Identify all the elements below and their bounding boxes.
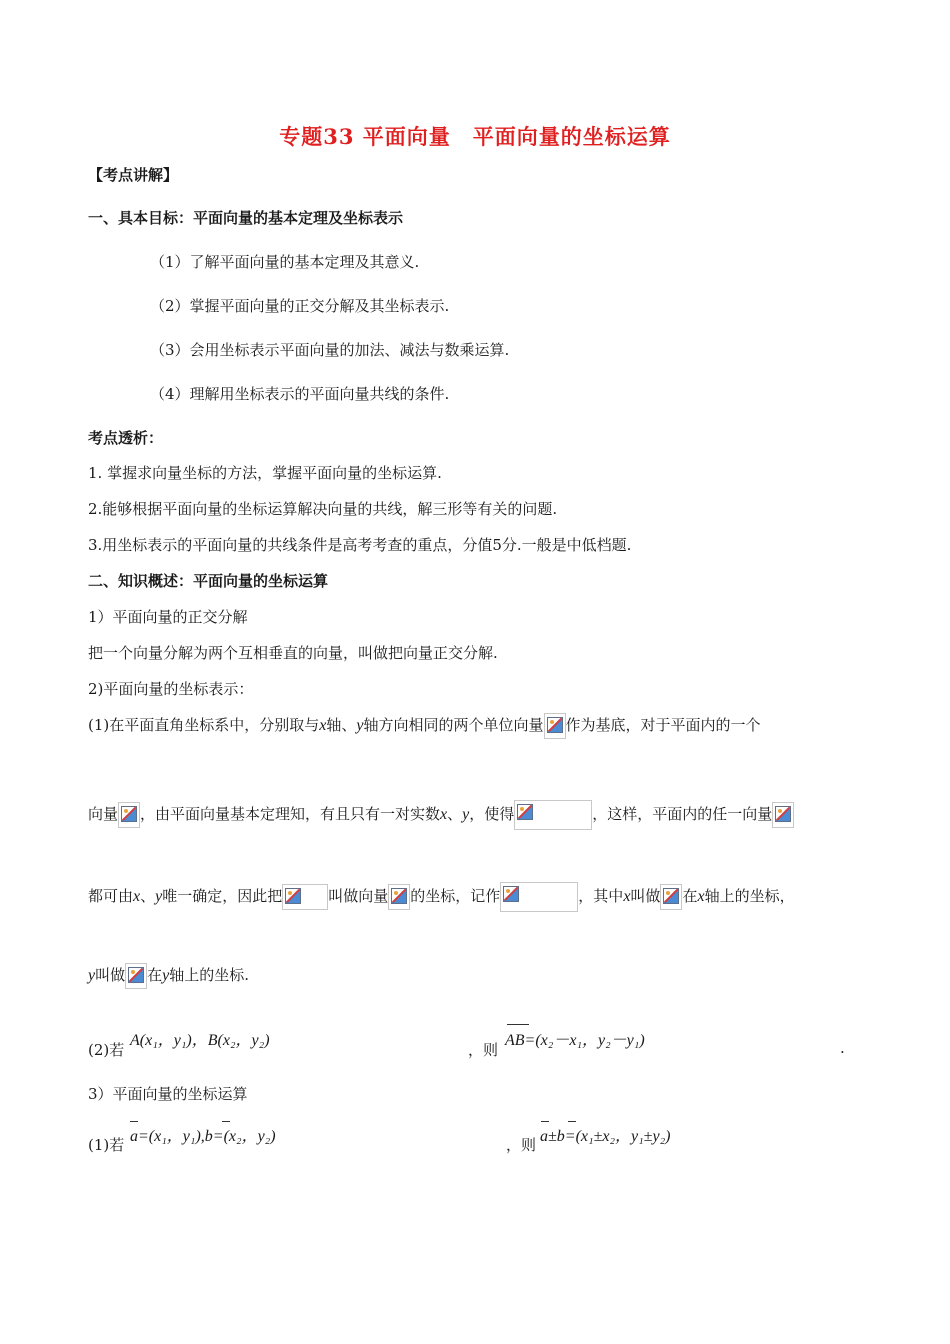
formula-sum: a±b=(x₁±x₂，y₁±y₂) [540,1128,671,1145]
part1-heading: 一、具本目标：平面向量的基本定理及坐标表示 [88,209,404,227]
overline [222,1121,230,1122]
vector-a-image [660,884,682,910]
para1-line3: 都可由x、y唯一确定，因此把 叫做向量 的坐标，记作 ，其中x叫做 在x轴上的坐标， [88,882,795,912]
para1-line2: 向量 ，由平面向量基本定理知，有且只有一对实数x、y，使得 ，这样，平面内的任一向量 [88,800,794,830]
goal-item: （3）会用坐标表示平面向量的加法、减法与数乘运算. [150,341,510,359]
vector-a-image [118,802,140,828]
page-title: 专题33 平面向量 平面向量的坐标运算 [279,124,671,149]
goal-item: （2）掌握平面向量的正交分解及其坐标表示. [150,297,450,315]
para2-prefix: (2)若 [88,1041,125,1059]
vector-image [772,802,794,828]
para2-then: ，则 [468,1041,499,1059]
unit-vectors-image [544,713,566,739]
analysis-item: 1. 掌握求向量坐标的方法，掌握平面向量的坐标运算. [88,464,442,482]
overline [130,1121,138,1122]
vector-a-image [388,884,410,910]
part2-heading: 二、知识概述：平面向量的坐标运算 [88,572,329,590]
formula-points: A(x₁，y₁)，B(x₂，y₂) [130,1032,270,1049]
analysis-item: 2.能够根据平面向量的坐标运算解决向量的共线，解三形等有关的问题. [88,500,558,518]
analysis-heading: 考点透析： [88,429,164,447]
sub1-text: 把一个向量分解为两个互相垂直的向量，叫做把向量正交分解. [88,644,498,662]
para2-end: . [840,1039,845,1057]
coordinate-notation-image [500,882,578,912]
formula-ab-vectors: a=(x₁，y₁),b=(x₂，y₂) [130,1128,276,1145]
overline [507,1024,529,1025]
analysis-item: 3.用坐标表示的平面向量的共线条件是高考考查的重点，分值5分.一般是中低档题. [88,536,632,554]
para3-then: ，则 [506,1136,537,1154]
ordered-pair-image [282,884,328,910]
decomposition-formula-image [514,800,592,830]
vector-a-image [125,963,147,989]
overline [568,1121,576,1122]
sub2-title: 2)平面向量的坐标表示： [88,680,254,698]
sub1-title: 1）平面向量的正交分解 [88,608,248,626]
overline [541,1121,549,1122]
sub3-title: 3）平面向量的坐标运算 [88,1085,248,1103]
para1-line1: (1)在平面直角坐标系中，分别取与x轴、y轴方向相同的两个单位向量 作为基底，对于平面内的一个 [88,713,761,739]
formula-ab: AB=(x₂－x₁，y₂－y₁) [505,1032,645,1049]
goal-item: （1）了解平面向量的基本定理及其意义. [150,253,420,271]
goal-item: （4）理解用坐标表示的平面向量共线的条件. [150,385,450,403]
para3-prefix: (1)若 [88,1136,125,1154]
section-label: 【考点讲解】 [88,166,179,184]
para1-line4: y叫做 在y轴上的坐标. [88,963,249,989]
